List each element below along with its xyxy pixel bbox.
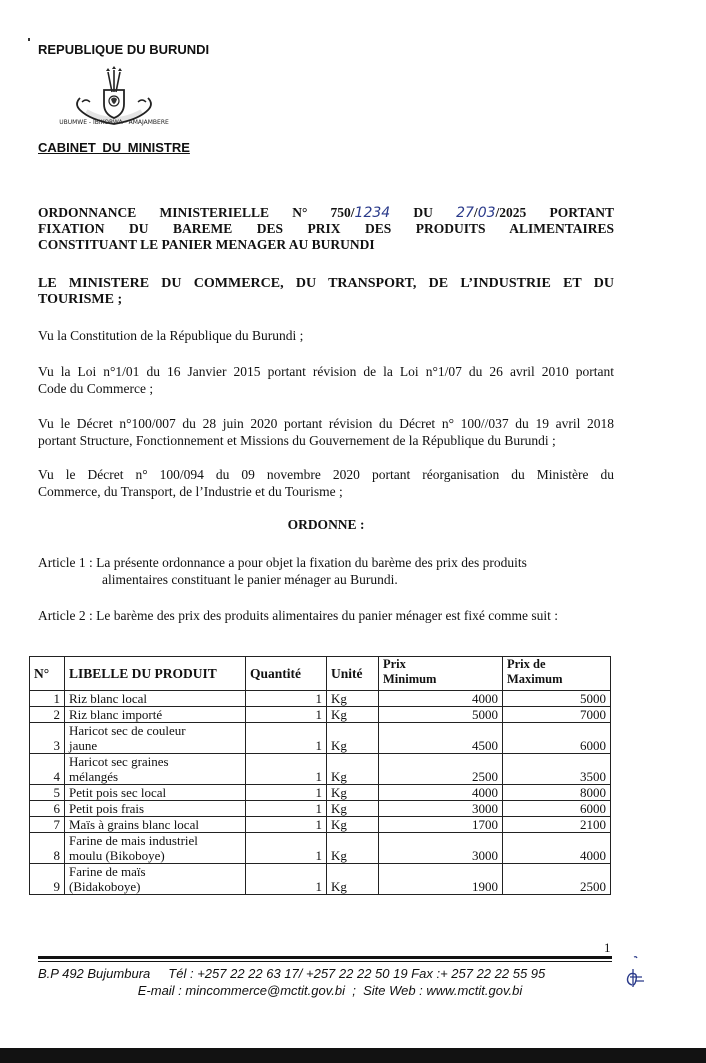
preamble-government-decree: Vu le Décret n°100/007 du 28 juin 2020 portant révision du Décret n° 100//037 du 19 avril 2018 portant Structure, Fonctionnement et Missions du Gouvernement de la République du Burundi ; [38,416,614,448]
initial-signature-icon [624,955,648,989]
republic-heading: REPUBLIQUE DU BURUNDI [38,42,210,57]
ordinance-title [38,205,614,253]
table-row: 7 Maïs à grains blanc local 1 Kg 1700 2100 [30,817,611,833]
handwritten-initial [624,955,648,989]
article-1: Article 1 : La présente ordonnance a pour objet la fixation du barème des prix des produits alimentaires constituant le panier ménager au Burundi. [38,555,527,587]
table-row: 4 Haricot sec graines mélangés 1 Kg 2500 3500 [30,754,611,785]
handwritten-number: 1234 [354,205,391,221]
cabinet-heading: CABINET DU MINISTRE [38,140,190,155]
emblem-icon [59,68,169,138]
title-line-1: ORDONNANCE MINISTERIELLE N° 750/1234 DU 27/03/2025 PORTANT [38,205,614,221]
col-header-quantite: Quantité [246,657,327,691]
scan-speck [28,38,30,41]
emblem-motto: UBUMWE - IBIKORWA - AMAJAMBERE [59,119,169,126]
ordonne-heading: ORDONNE : [287,517,365,532]
handwritten-month: 03 [477,205,496,221]
table-row: 6 Petit pois frais 1 Kg 3000 6000 [30,801,611,817]
title-line-2: FIXATION DU BAREME DES PRIX DES PRODUITS ALIMENTAIRES [38,221,614,236]
col-header-prix-max: Prix de Maximum [503,657,611,691]
table-row: 2 Riz blanc importé 1 Kg 5000 7000 [30,707,611,723]
ministry-heading: LE MINISTERE DU COMMERCE, DU TRANSPORT, DE L’INDUSTRIE ET DU TOURISME ; [38,276,614,307]
footer-web: E-mail : mincommerce@mctit.gov.bi ; Site Web : www.mctit.gov.bi [137,983,523,998]
col-header-unite: Unité [327,657,379,691]
preamble-commerce-code: Vu la Loi n°1/01 du 16 Janvier 2015 portant révision de la Loi n°1/07 du 26 avril 2010 portant Code du Commerce ; [38,364,614,396]
col-header-prix-min: Prix Minimum [379,657,503,691]
footer-contact: B.P 492 Bujumbura Tél : +257 22 22 63 17/ +257 22 22 50 19 Fax :+ 257 22 22 55 95 [38,966,546,981]
footer-rule-thick [38,956,612,959]
table-row: 5 Petit pois sec local 1 Kg 4000 8000 [30,785,611,801]
article-2: Article 2 : Le barème des prix des produits alimentaires du panier ménager est fixé comme suit : [38,608,558,623]
national-emblem [59,68,169,138]
preamble-constitution: Vu la Constitution de la République du Burundi ; [38,328,304,343]
preamble-ministry-decree: Vu le Décret n° 100/094 du 09 novembre 2020 portant réorganisation du Ministère du Commerce, du Transport, de l’Industrie et du Tourisme ; [38,467,614,499]
handwritten-day: 27 [456,205,474,221]
table-row: 1 Riz blanc local 1 Kg 4000 5000 [30,691,611,707]
col-header-no: N° [30,657,65,691]
table-row: 8 Farine de mais industriel moulu (Bikoboye) 1 Kg 3000 4000 [30,833,611,864]
page-number: 1 [604,940,611,955]
table-row: 3 Haricot sec de couleur jaune 1 Kg 4500 6000 [30,723,611,754]
col-header-libelle: LIBELLE DU PRODUIT [65,657,246,691]
table-row: 9 Farine de maïs (Bidakoboye) 1 Kg 1900 2500 [30,864,611,895]
title-line-3: CONSTITUANT LE PANIER MENAGER AU BURUNDI [38,237,375,252]
table-header-row [30,657,611,691]
price-table [29,656,611,895]
scan-bottom-edge [0,1048,706,1063]
footer-rule-thin [38,961,612,962]
